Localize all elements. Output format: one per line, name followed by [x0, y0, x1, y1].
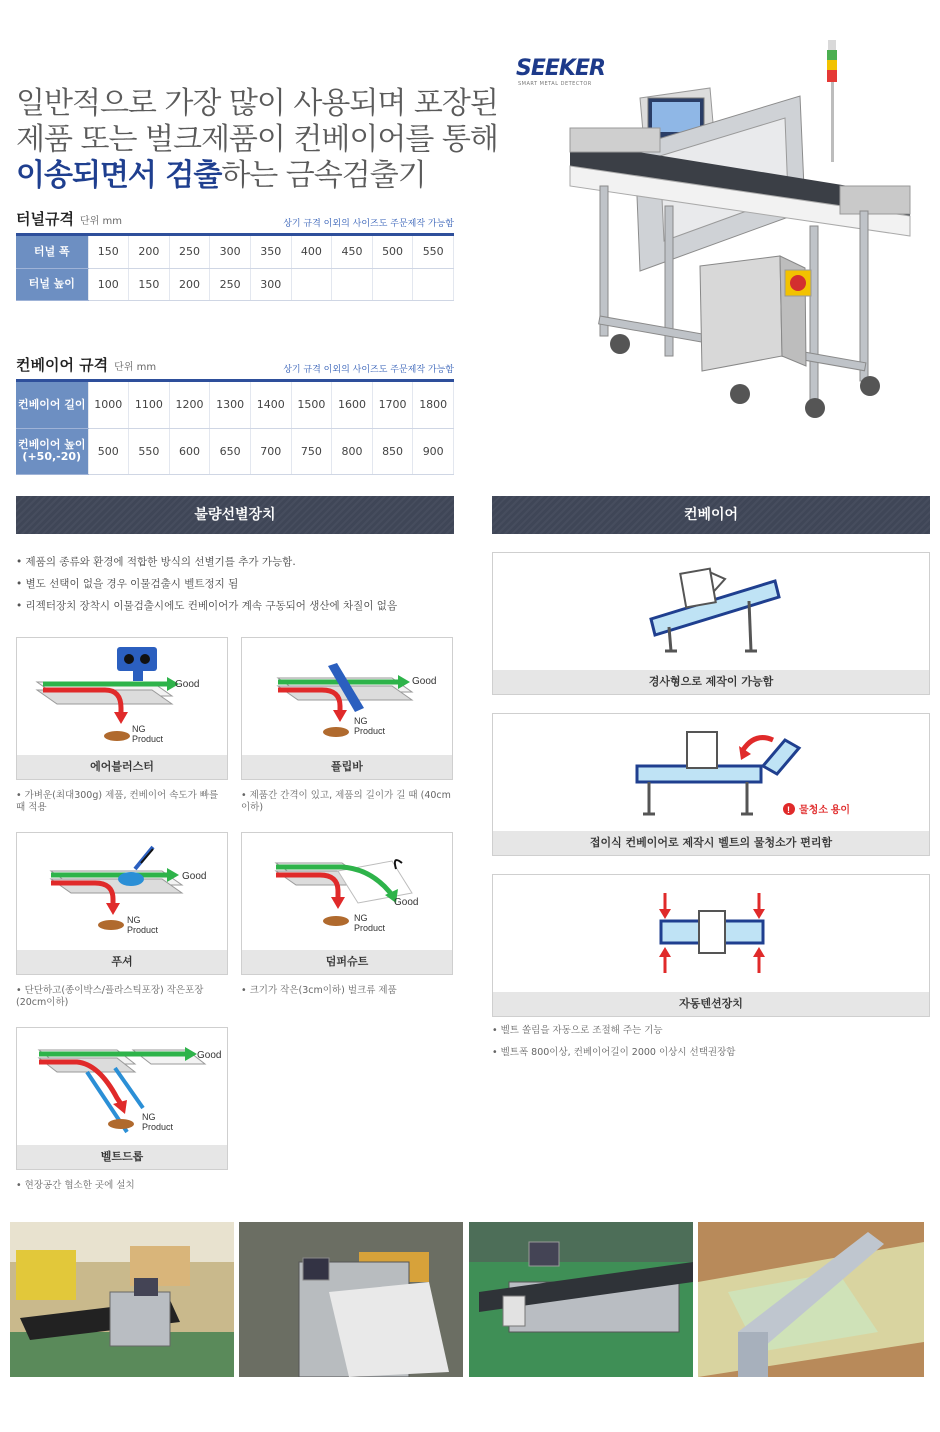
table-cell: 450 [332, 236, 373, 268]
table-cell: 1500 [291, 382, 332, 428]
table-cell [372, 268, 413, 300]
product-label: Product [132, 734, 164, 744]
table-cell: 150 [88, 236, 129, 268]
conveyor-spec-header [16, 356, 454, 382]
ng-label: NG [142, 1112, 156, 1122]
conveyor-option-name: 접이식 컨베이어로 제작시 벨트의 물청소가 편리함 [493, 831, 929, 855]
headline-line-3-rest: 하는 금속검출기 [221, 158, 426, 193]
ng-label: NG [354, 913, 368, 923]
belt-drop-card [16, 1027, 228, 1170]
table-cell [291, 268, 332, 300]
table-cell: 850 [372, 428, 413, 474]
row-label: 터널 높이 [16, 268, 88, 300]
device-name: 덤퍼슈트 [242, 950, 452, 974]
folding-conveyor-diagram [493, 714, 931, 833]
table-cell: 900 [413, 428, 454, 474]
device-name: 플립바 [242, 755, 452, 779]
installation-photo-4 [698, 1222, 924, 1377]
good-label: Good [412, 676, 437, 687]
tunnel-spec-table [16, 210, 454, 301]
device-name: 푸셔 [17, 950, 227, 974]
table-row [16, 382, 454, 428]
tunnel-spec-unit: 단위 mm [79, 216, 122, 227]
conveyor-spec-grid [16, 382, 454, 475]
inclined-conveyor-diagram [493, 553, 931, 672]
conveyor-section-title: 컨베이어 [492, 496, 930, 534]
product-label: Product [142, 1122, 174, 1132]
good-label: Good [182, 871, 207, 882]
table-cell: 700 [250, 428, 291, 474]
table-cell: 750 [291, 428, 332, 474]
table-cell [413, 268, 454, 300]
list-item: • 별도 선택이 없을 경우 이물검출시 벨트정지 됨 [16, 573, 456, 595]
conveyor-spec-table [16, 356, 454, 475]
product-label: Product [354, 923, 386, 933]
flip-bar-diagram [242, 638, 454, 757]
table-row [16, 236, 454, 268]
headline-highlight: 이송되면서 검출 [16, 158, 222, 193]
table-cell: 300 [210, 236, 251, 268]
table-cell: 1300 [210, 382, 251, 428]
table-cell: 1200 [169, 382, 210, 428]
good-label: Good [394, 897, 419, 908]
device-desc: • 가벼운(최대300g) 제품, 컨베이어 속도가 빠를 때 적용 [16, 790, 228, 814]
list-item: • 리젝터장치 장착시 이물검출시에도 컨베이어가 계속 구동되어 생산에 차질이 없음 [16, 595, 456, 617]
device-desc: • 단단하고(종이박스/플라스틱포장) 작은포장(20cm이하) [16, 985, 228, 1009]
installation-photo-3 [469, 1222, 693, 1377]
reject-bullets [16, 551, 456, 617]
headline [16, 86, 498, 194]
air-blaster-diagram [17, 638, 229, 757]
table-cell: 500 [372, 236, 413, 268]
ng-label: NG [354, 716, 368, 726]
installation-photo-1 [10, 1222, 234, 1377]
ng-label: NG [132, 724, 146, 734]
conveyor-spec-note: 상기 규격 이외의 사이즈도 주문제작 가능함 [283, 365, 454, 375]
table-cell: 150 [129, 268, 170, 300]
tunnel-spec-grid [16, 236, 454, 301]
good-label: Good [175, 679, 200, 690]
table-cell: 1400 [250, 382, 291, 428]
row-label: 터널 폭 [16, 236, 88, 268]
conveyor-spec-title: 컨베이어 규격 [16, 356, 109, 374]
pusher-diagram [17, 833, 229, 952]
device-name: 에어블러스터 [17, 755, 227, 779]
row-label: 컨베이어 길이 [16, 382, 88, 428]
table-cell: 800 [332, 428, 373, 474]
logo-tagline: SMART METAL DETECTOR [518, 81, 592, 87]
table-cell: 650 [210, 428, 251, 474]
tunnel-spec-title: 터널규격 [16, 210, 74, 228]
device-desc: • 제품간 간격이 있고, 제품의 길이가 길 때 (40cm이하) [241, 790, 453, 814]
ng-label: NG [127, 915, 141, 925]
table-cell: 550 [129, 428, 170, 474]
table-cell: 250 [210, 268, 251, 300]
list-item: • 제품의 종류와 환경에 적합한 방식의 선별기를 추가 가능함. [16, 551, 456, 573]
dumper-chute-diagram [242, 833, 454, 952]
reject-section-title: 불량선별장치 [16, 496, 454, 534]
pusher-card [16, 832, 228, 975]
table-cell: 1100 [129, 382, 170, 428]
table-cell: 1700 [372, 382, 413, 428]
table-cell: 1600 [332, 382, 373, 428]
table-cell: 500 [88, 428, 129, 474]
installation-photo-2 [239, 1222, 463, 1377]
conveyor-note: • 벨트폭 800이상, 컨베이어길이 2000 이상시 선택권장함 [492, 1043, 735, 1063]
tunnel-spec-note: 상기 규격 이외의 사이즈도 주문제작 가능함 [283, 219, 454, 229]
table-cell: 200 [169, 268, 210, 300]
table-cell: 1800 [413, 382, 454, 428]
table-cell: 1000 [88, 382, 129, 428]
auto-tension-card [492, 874, 930, 1017]
headline-line-1: 일반적으로 가장 많이 사용되며 포장된 [16, 86, 498, 121]
table-cell: 350 [250, 236, 291, 268]
conveyor-option-name: 자동텐션장치 [493, 992, 929, 1016]
inclined-conveyor-card [492, 552, 930, 695]
metal-detector-machine-image [560, 36, 920, 456]
belt-drop-diagram [17, 1028, 229, 1147]
tunnel-spec-header [16, 210, 454, 236]
table-cell [332, 268, 373, 300]
headline-line-3 [16, 158, 486, 194]
device-desc: • 크기가 작은(3cm이하) 벌크류 제품 [241, 985, 453, 997]
product-label: Product [127, 925, 159, 935]
device-name: 벨트드롭 [17, 1145, 227, 1169]
conveyor-option-name: 경사형으로 제작이 가능함 [493, 670, 929, 694]
table-cell: 250 [169, 236, 210, 268]
device-desc: • 현장공간 협소한 곳에 설치 [16, 1180, 228, 1192]
auto-tension-diagram [493, 875, 931, 994]
table-cell: 200 [129, 236, 170, 268]
conveyor-spec-unit: 단위 mm [114, 362, 157, 373]
flip-bar-card [241, 637, 453, 780]
folding-conveyor-card [492, 713, 930, 856]
table-cell: 400 [291, 236, 332, 268]
good-label: Good [197, 1050, 222, 1061]
svg-text:!: ! [787, 805, 790, 815]
air-blaster-card [16, 637, 228, 780]
headline-line-2: 제품 또는 벌크제품이 컨베이어를 통해 [16, 122, 498, 157]
table-cell: 600 [169, 428, 210, 474]
table-cell: 550 [413, 236, 454, 268]
logo-name: SEEKER [516, 56, 605, 81]
table-row [16, 268, 454, 300]
table-row [16, 428, 454, 474]
product-label: Product [354, 726, 386, 736]
table-cell: 100 [88, 268, 129, 300]
row-label: 컨베이어 높이 (+50,-20) [16, 428, 88, 474]
dumper-chute-card [241, 832, 453, 975]
table-cell: 300 [250, 268, 291, 300]
cleaning-badge: 물청소 용이 [799, 805, 851, 816]
conveyor-note: • 벨트 쏠림을 자동으로 조절해 주는 기능 [492, 1021, 663, 1041]
